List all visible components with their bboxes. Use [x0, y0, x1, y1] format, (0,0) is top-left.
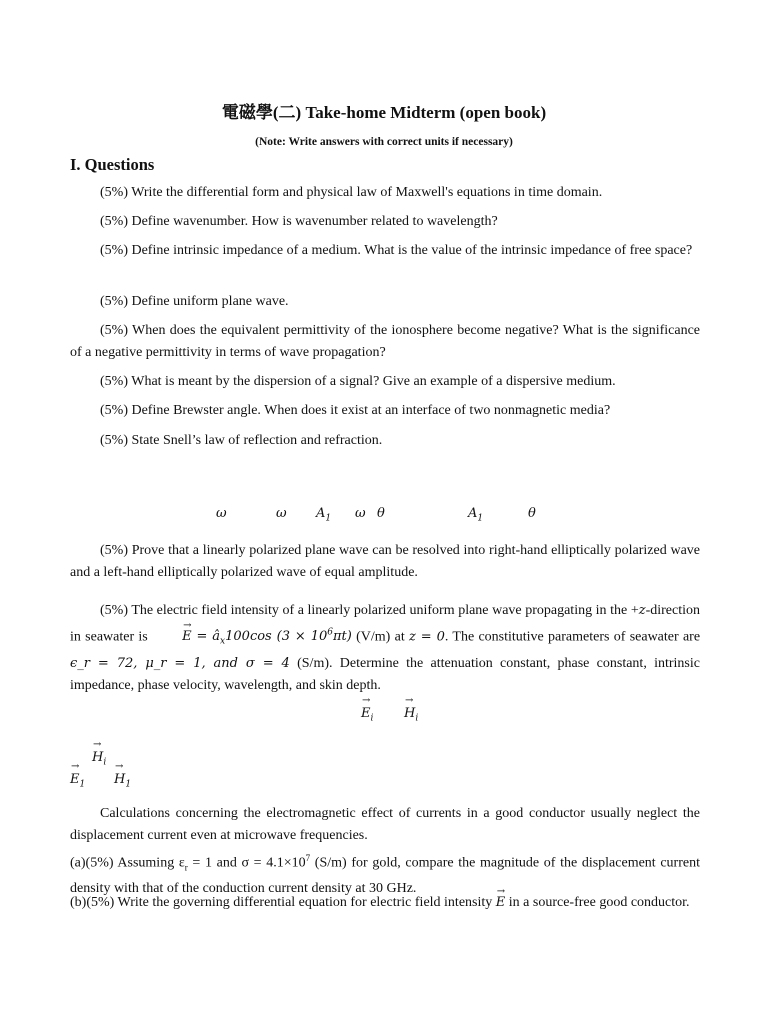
question-11a: (a)(5%) Assuming $\varepsilon_r = 1$ and $\sigma = 4.1\times 10^7$ (S/m) for gold, compare the magnitude of the displacement current density with that of the conduction current density at 30 GHz. — [70, 853, 700, 897]
question-10: (5%) The electric field intensity of a linearly polarized uniform plane wave propagating in the +z-direction in seawater is → $E = â_x100\cos$ $(3 \times 10^6\pi t)$ (V/m) at z = 0. The constitutive parameters of seawater are ϵ_r = 72, μ_r = 1, and σ = 4 (S/m). Determine the attenuation constant, phase constant, intrinsic impedance, phase velocity, wavelength, and skin depth. — [70, 600, 700, 697]
question-6: (5%) What is meant by the dispersion of a signal? Give an example of a dispersive medium. — [100, 374, 616, 389]
symbol-omega: ω — [276, 506, 287, 521]
question-4: (5%) Define uniform plane wave. — [100, 294, 289, 309]
question-1: (5%) Write the differential form and physical law of Maxwell's equations in time domain. — [100, 185, 603, 200]
question-11b: (b)(5%) Write the governing differential equation for electric field intensity → E in a source-free good conductor. — [70, 892, 700, 914]
question-9: (5%) Prove that a linearly polarized plane wave can be resolved into right-hand elliptically polarized wave and a left-hand elliptically polarized wave of equal amplitude. — [70, 543, 700, 580]
note-text: (Note: Write answers with correct units if necessary) — [255, 136, 513, 148]
symbol-E1: → $E_1$ — [70, 772, 85, 790]
question-2: (5%) Define wavenumber. How is wavenumber related to wavelength? — [100, 214, 498, 229]
question-7: (5%) Define Brewster angle. When does it exist at an interface of two nonmagnetic media? — [100, 403, 611, 418]
question-11-intro: Calculations concerning the electromagnetic effect of currents in a good conductor usually neglect the displacement current even at microwave frequencies. — [70, 806, 700, 843]
symbol-Ei: → $E_i$ — [361, 706, 373, 724]
symbol-theta: θ — [377, 506, 385, 521]
symbol-H1: → $H_1$ — [114, 772, 131, 790]
question-5: (5%) When does the equivalent permittivity of the ionosphere become negative? What is the significance of a negative permittivity in terms of wave propagation? — [70, 323, 700, 360]
page-title: 電磁學(二) Take-home Midterm (open book) — [221, 103, 547, 122]
question-3: (5%) Define intrinsic impedance of a medium. What is the value of the intrinsic impedance of free space? — [100, 243, 693, 258]
symbol-omega: ω — [355, 506, 366, 521]
section-heading: I. Questions — [70, 155, 155, 174]
symbol-A1: $A_1$ — [316, 506, 332, 524]
symbol-omega: ω — [216, 506, 227, 521]
symbol-Hi: → $H_i$ — [404, 706, 418, 724]
symbol-A1: $A_1$ — [468, 506, 484, 524]
symbol-Hi: → $H_i$ — [92, 750, 106, 768]
question-8: (5%) State Snell’s law of reflection and refraction. — [100, 433, 383, 448]
symbol-theta: θ — [528, 506, 536, 521]
